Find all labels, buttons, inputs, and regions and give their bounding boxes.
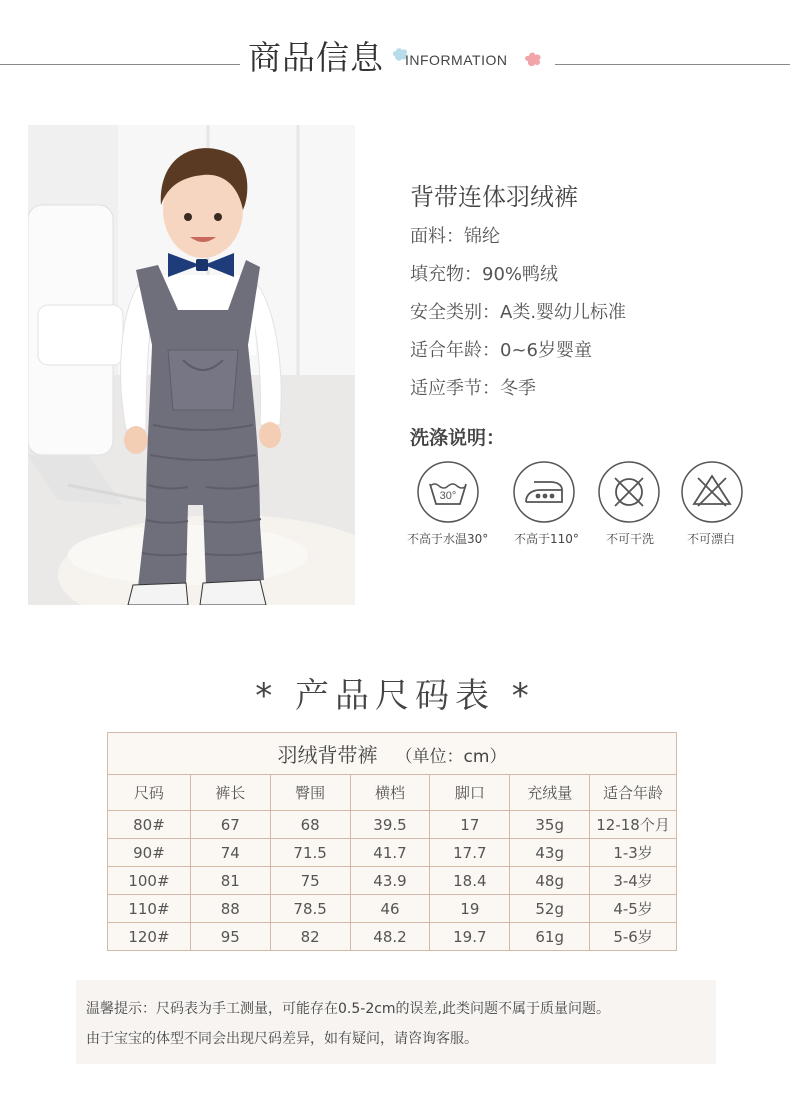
table-cell: 100# <box>108 867 191 895</box>
table-cell: 95 <box>190 923 270 951</box>
product-photo <box>28 125 355 605</box>
table-caption-row <box>108 733 677 775</box>
table-cell: 71.5 <box>270 839 350 867</box>
table-cell: 78.5 <box>270 895 350 923</box>
spec-age: 适合年龄：0~6岁婴童 <box>410 340 592 361</box>
table-header-row <box>108 775 677 811</box>
care-label-iron: 不高于110° <box>514 532 579 546</box>
table-row <box>108 895 677 923</box>
table-cell: 90# <box>108 839 191 867</box>
product-name: 背带连体羽绒裤 <box>410 183 578 211</box>
care-label-dry-clean: 不可干洗 <box>606 532 655 546</box>
table-cell: 17 <box>430 811 510 839</box>
column-header: 裤长 <box>190 775 270 811</box>
care-label-bleach: 不可漂白 <box>687 532 736 546</box>
iron-110-icon <box>512 460 576 524</box>
spec-filling: 填充物：90%鸭绒 <box>410 264 559 285</box>
table-cell: 48.2 <box>350 923 430 951</box>
column-header: 横档 <box>350 775 430 811</box>
tip-line-1: 温馨提示：尺码表为手工测量，可能存在0.5-2cm的误差,此类问题不属于质量问题。 <box>86 1001 611 1017</box>
table-cell: 3-4岁 <box>590 867 677 895</box>
table-row <box>108 811 677 839</box>
table-cell: 52g <box>510 895 590 923</box>
section-subtitle: INFORMATION <box>405 52 508 68</box>
table-cell: 4-5岁 <box>590 895 677 923</box>
table-cell: 43g <box>510 839 590 867</box>
table-cell: 17.7 <box>430 839 510 867</box>
column-header: 臀围 <box>270 775 350 811</box>
table-cell: 41.7 <box>350 839 430 867</box>
spec-fabric: 面料：锦纶 <box>410 226 500 247</box>
spec-safety: 安全类别：A类.婴幼儿标准 <box>410 302 627 323</box>
table-unit: （单位：cm） <box>395 747 507 767</box>
table-cell: 19 <box>430 895 510 923</box>
table-cell: 18.4 <box>430 867 510 895</box>
table-cell: 110# <box>108 895 191 923</box>
table-cell: 67 <box>190 811 270 839</box>
table-cell: 74 <box>190 839 270 867</box>
table-caption <box>108 733 677 775</box>
size-table <box>107 732 677 951</box>
wash-30-icon <box>416 460 480 524</box>
table-cell: 12-18个月 <box>590 811 677 839</box>
table-cell: 39.5 <box>350 811 430 839</box>
no-dry-clean-icon <box>597 460 661 524</box>
table-cell: 120# <box>108 923 191 951</box>
wash-temp-text: 30° <box>439 490 457 502</box>
tip-line-2: 由于宝宝的体型不同会出现尺码差异，如有疑问，请咨询客服。 <box>86 1031 478 1047</box>
table-cell: 5-6岁 <box>590 923 677 951</box>
table-cell: 1-3岁 <box>590 839 677 867</box>
tip-box <box>76 980 716 1064</box>
care-label-wash: 不高于水温30° <box>407 532 489 546</box>
column-header: 尺码 <box>108 775 191 811</box>
table-cell: 80# <box>108 811 191 839</box>
table-cell: 43.9 <box>350 867 430 895</box>
column-header: 适合年龄 <box>590 775 677 811</box>
table-row <box>108 839 677 867</box>
table-cell: 88 <box>190 895 270 923</box>
column-header: 脚口 <box>430 775 510 811</box>
header-divider-right <box>555 64 790 65</box>
no-bleach-icon <box>680 460 744 524</box>
table-row <box>108 867 677 895</box>
table-row <box>108 923 677 951</box>
table-cell: 68 <box>270 811 350 839</box>
table-cell: 19.7 <box>430 923 510 951</box>
column-header: 充绒量 <box>510 775 590 811</box>
table-cell: 82 <box>270 923 350 951</box>
size-chart-heading: * 产品尺码表 * <box>255 676 535 716</box>
washing-title: 洗涤说明： <box>410 427 506 449</box>
section-title: 商品信息 <box>248 38 384 77</box>
table-cell: 48g <box>510 867 590 895</box>
table-cell: 81 <box>190 867 270 895</box>
table-caption-title: 羽绒背带裤 <box>277 743 378 767</box>
table-cell: 46 <box>350 895 430 923</box>
spec-season: 适应季节：冬季 <box>410 378 536 399</box>
header-divider-left <box>0 64 240 65</box>
table-cell: 75 <box>270 867 350 895</box>
pink-flower-icon <box>523 51 543 68</box>
table-cell: 35g <box>510 811 590 839</box>
table-cell: 61g <box>510 923 590 951</box>
